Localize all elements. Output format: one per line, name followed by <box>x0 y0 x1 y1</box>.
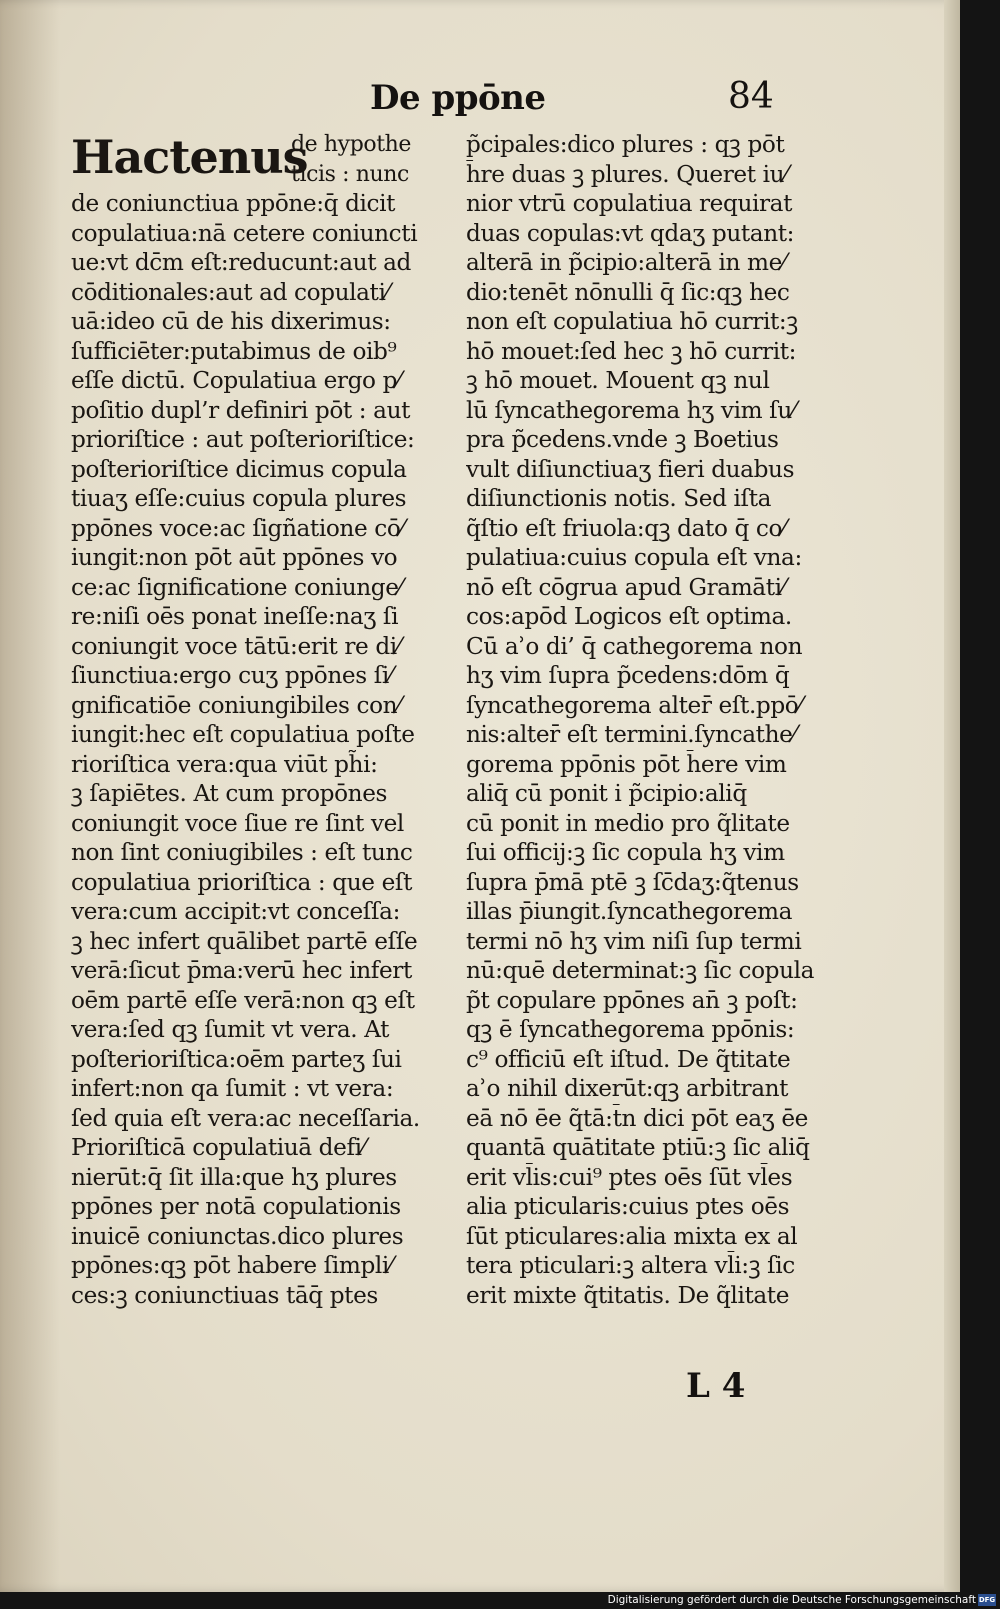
text-line: erit mixte q̃titatis. De q̃litate <box>466 1281 790 1309</box>
text-line: tera pticulari:ꝫ altera vl̄i:ꝫ ſic <box>466 1252 795 1279</box>
text-line: ce:ac ſignificatione coniunge⁄ <box>71 573 403 601</box>
text-line: ſūt pticulares:alia mixta ex al <box>466 1222 798 1250</box>
running-head: De ppōne <box>370 78 546 118</box>
text-line: poſterioriſtice dicimus copula <box>71 455 407 483</box>
text-line: lū ſyncathegorema hʒ vim ſu⁄ <box>466 396 796 424</box>
text-line: aliq̄ cū ponit i p̃cipio:aliq̄ <box>466 780 747 807</box>
text-line: cū ponit in medio pro q̃litate <box>466 809 790 837</box>
text-line: iungit:non pōt aūt ppōnes vo <box>71 544 398 571</box>
text-line: cos:apōd Logicos eſt optima. <box>466 603 792 630</box>
text-line: tiuaʒ eſſe:cuius copula plures <box>71 485 407 512</box>
text-line: copulatiua prioriſtica : que eſt <box>71 868 413 896</box>
text-line: uā:ideo cū de his dixerimus: <box>71 308 391 335</box>
text-line: verā:ſicut p̄ma:verū hec infert <box>71 957 412 984</box>
text-line: copulatiua:nā cetere coniuncti <box>71 219 418 247</box>
text-line: vera:ſed qꝫ ſumit vt vera. At <box>71 1016 390 1043</box>
text-line: hʒ vim ſupra p̃cedens:dōm q̄ <box>466 662 790 689</box>
footer-credit-text: Digitalisierung gefördert durch die Deutsche Forschungsgemeinschaft <box>607 1594 976 1606</box>
text-line: alterā in p̃cipio:alterā in me⁄ <box>466 249 786 276</box>
opening-line <box>71 130 431 189</box>
text-line: ſufficiēter:putabimus de oib⁹ <box>71 337 397 365</box>
text-line: re:niſi oēs ponat ineſſe:naʒ ſi <box>71 603 399 630</box>
text-line: eſſe dictū. Copulatiua ergo p⁄ <box>71 367 401 394</box>
text-line: prioriſtice : aut poſterioriſtice: <box>71 426 415 453</box>
text-line: ẚo nihil dixerūt:qꝫ arbitrant <box>466 1075 789 1102</box>
left-column <box>71 130 431 1310</box>
text-line: de coniunctiua ppōne:q̄ dicit <box>71 190 396 217</box>
text-line: nis:alter̄ eſt termini.ſyncathe⁄ <box>466 721 796 748</box>
page-header <box>0 70 960 130</box>
text-line: oēm partē eſſe verā:non qꝫ eſt <box>71 986 415 1014</box>
initial-rest-line: ticis : nunc <box>291 161 409 187</box>
text-line: ſiunctiua:ergo cuʒ ppōnes ſi⁄ <box>71 662 393 689</box>
signature-mark: L 4 <box>686 1366 746 1406</box>
folio-number: 84 <box>728 76 774 117</box>
text-line: ꝫ ſapiētes. At cum propōnes <box>71 780 388 807</box>
text-line: coniungit voce ſiue re ſint vel <box>71 809 404 837</box>
text-line: coniungit voce tātū:erit re di⁄ <box>71 632 401 660</box>
text-line: nior vtrū copulatiua requirat <box>466 190 793 217</box>
text-line: ſui officij:ꝫ ſic copula hʒ vim <box>466 839 785 866</box>
text-line: ꝫ hō mouet. Mouent qꝫ nul <box>466 367 770 394</box>
text-line: poſterioriſtica:oēm parteʒ ſui <box>71 1045 402 1073</box>
text-line: q̃ſtio eſt friuola:qꝫ dato q̄ co⁄ <box>466 514 786 542</box>
text-line: pulatiua:cuius copula eſt vna: <box>466 544 802 571</box>
footer-credit <box>600 1592 1000 1609</box>
right-column <box>466 130 826 1310</box>
text-line: ue:vt dc̄m eſt:reducunt:aut ad <box>71 249 411 276</box>
text-line: duas copulas:vt qdaʒ putant: <box>466 219 795 247</box>
text-line: ꝫ hec infert quālibet partē eſſe <box>71 927 418 955</box>
text-line: rioriſtica vera:qua viūt ph̃i: <box>71 750 378 778</box>
dfg-logo-icon: DFG <box>978 1596 996 1604</box>
text-line: nierūt:q̄ ſit illa:que hʒ plures <box>71 1163 397 1191</box>
text-line: gnificatiōe coniungibiles con⁄ <box>71 691 401 719</box>
text-line: ſyncathegorema alter̄ eſt.ppō⁄ <box>466 691 802 719</box>
text-line: ſupra p̄mā ptē ꝫ ſc̄daʒ:q̃tenus <box>466 868 799 896</box>
text-line: illas p̄iungit.ſyncathegorema <box>466 898 793 925</box>
text-line: pra p̃cedens.vnde ꝫ Boetius <box>466 426 779 453</box>
text-line: ces:ꝫ coniunctiuas tāq̄ ptes <box>71 1281 378 1309</box>
text-line: infert:non qa ſumit : vt vera: <box>71 1075 394 1102</box>
text-line: dio:tenēt nōnulli q̄ ſic:qꝫ hec <box>466 278 790 306</box>
text-line: iungit:hec eſt copulatiua poſte <box>71 721 415 748</box>
text-line: inuicē coniunctas.dico plures <box>71 1222 404 1250</box>
text-line: h̄re duas ꝫ plures. Queret iu⁄ <box>466 160 788 188</box>
initial-rest <box>291 130 441 189</box>
initial-word: Hactenus <box>71 130 308 184</box>
text-line: cōditionales:aut ad copulati⁄ <box>71 278 389 306</box>
text-line: erit vl̄is:cui⁹ ptes oēs ſūt vl̄es <box>466 1163 793 1191</box>
text-line: non eſt copulatiua hō currit:ꝫ <box>466 308 798 335</box>
initial-rest-line: de hypothe <box>291 132 412 157</box>
text-line: ſed quia eſt vera:ac neceſſaria. <box>71 1104 420 1132</box>
text-line: non ſint coniugibiles : eſt tunc <box>71 839 413 866</box>
text-line: diſiunctionis notis. Sed iſta <box>466 485 772 512</box>
text-line: gorema ppōnis pōt h̄ere vim <box>466 750 787 778</box>
text-line: hō mouet:ſed hec ꝫ hō currit: <box>466 337 797 365</box>
text-line: alia pticularis:cuius ptes oēs <box>466 1193 790 1220</box>
text-line: nō eſt cōgrua apud Gramāti⁄ <box>466 573 786 601</box>
text-line: vult diſiunctiuaʒ fieri duabus <box>466 455 795 483</box>
text-line: ppōnes voce:ac ſigñatione cō⁄ <box>71 514 404 542</box>
text-line: termi nō hʒ vim niſi ſup termi <box>466 927 802 955</box>
text-line: qꝫ ē ſyncathegorema ppōnis: <box>466 1016 795 1043</box>
text-line: ppōnes:qꝫ pōt habere ſimpli⁄ <box>71 1252 393 1279</box>
page-edge <box>944 0 960 1592</box>
text-line: nū:quē determinat:ꝫ ſic copula <box>466 957 815 984</box>
text-line: quantā quātitate ptiū:ꝫ ſic aliq̄ <box>466 1134 810 1161</box>
text-line: eā nō ēe q̃tā:t̄n dici pōt eaʒ ēe <box>466 1104 808 1132</box>
text-line: Cū ẚo di’ q̄ cathegorema non <box>466 632 803 660</box>
text-line: ppōnes per notā copulationis <box>71 1193 401 1220</box>
text-line: vera:cum accipit:vt conceſſa: <box>71 898 401 925</box>
text-line: p̃t copulare ppōnes an̄ ꝫ poſt: <box>466 986 798 1014</box>
text-line: p̃cipales:dico plures : qꝫ pōt <box>466 131 785 158</box>
text-line: Prioriſticā copulatiuā defi⁄ <box>71 1134 366 1161</box>
text-line: c⁹ officiū eſt iſtud. De q̃titate <box>466 1045 791 1073</box>
text-line: poſitio dupl’r definiri pōt : aut <box>71 396 411 424</box>
